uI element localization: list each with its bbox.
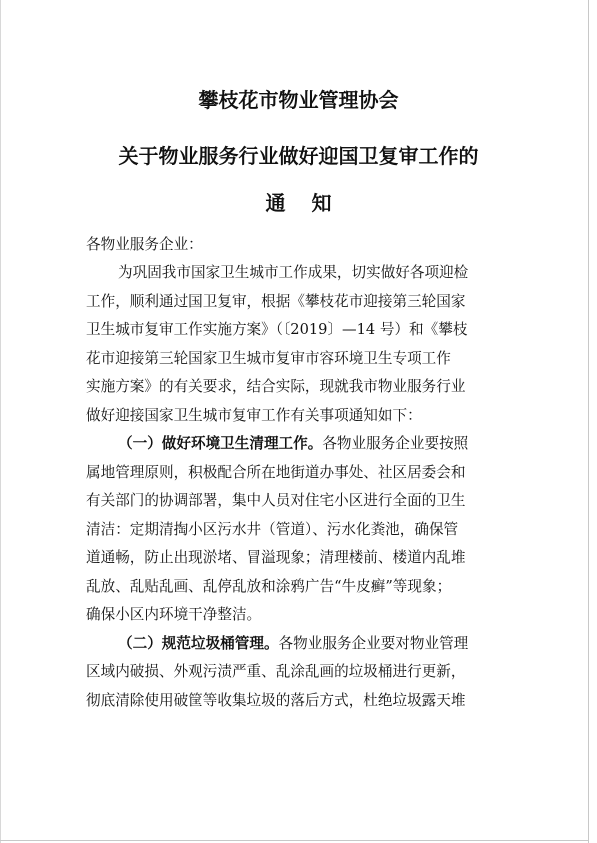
intro-line: 实施方案》的有关要求，结合实际，现就我市物业服务行业 — [86, 378, 466, 395]
section1-line: 确保小区内环境干净整洁。 — [86, 606, 262, 623]
document-body — [86, 259, 516, 715]
intro-line: 工作，顺利通过国卫复审，根据《攀枝花市迎接第三轮国家 — [86, 292, 466, 310]
page-right-edge — [588, 0, 589, 843]
page-left-edge — [0, 0, 1, 843]
section2-first-line — [86, 630, 516, 659]
intro-line: 花市迎接第三轮国家卫生城市复审市容环境卫生专项工作 — [86, 349, 451, 367]
intro-line: 为巩固我市国家卫生城市工作成果，切实做好各项迎检 — [118, 264, 469, 281]
section2-line: 区域内破损、外观污渍严重、乱涂乱画的垃圾桶进行更新， — [86, 663, 466, 680]
document-title-association: 攀枝花市物业管理协会 — [198, 88, 399, 112]
section1-first-line — [86, 430, 516, 459]
intro-line: 做好迎接国家卫生城市复审工作有关事项通知如下： — [86, 406, 422, 424]
section1-line: 有关部门的协调部署，集中人员对住宅小区进行全面的卫生 — [86, 492, 466, 509]
salutation: 各物业服务企业： — [86, 236, 203, 253]
notice-char-1: 通 — [265, 191, 286, 215]
page-bottom-edge — [0, 840, 589, 841]
notice-char-2: 知 — [311, 191, 332, 215]
intro-line: 卫生城市复审工作实施方案》（〔2019〕—14 号）和《攀枝 — [86, 321, 468, 338]
section1-heading: （一）做好环境卫生清理工作。 — [118, 435, 323, 452]
section2-heading: （二）规范垃圾桶管理。 — [118, 634, 279, 652]
section2-first-rest: 各物业服务企业要对物业管理 — [278, 634, 469, 652]
section1-line: 属地管理原则，积极配合所在地街道办事处、社区居委会和 — [86, 463, 466, 481]
section1-line: 清洁：定期清掏小区污水井（管道）、污水化粪池，确保管 — [86, 520, 459, 538]
document-title-notice — [0, 187, 597, 216]
section2-line: 彻底清除使用破筐等收集垃圾的落后方式，杜绝垃圾露天堆 — [86, 691, 466, 709]
section1-line: 道通畅，防止出现淤堵、冒溢现象；清理楼前、楼道内乱堆 — [86, 549, 466, 566]
section1-first-rest: 各物业服务企业要按照 — [322, 435, 469, 452]
document-title-subject: 关于物业服务行业做好迎国卫复审工作的 — [118, 144, 479, 168]
section1-line: 乱放、乱贴乱画、乱停乱放和涂鸦广告“牛皮癣”等现象； — [86, 577, 452, 595]
